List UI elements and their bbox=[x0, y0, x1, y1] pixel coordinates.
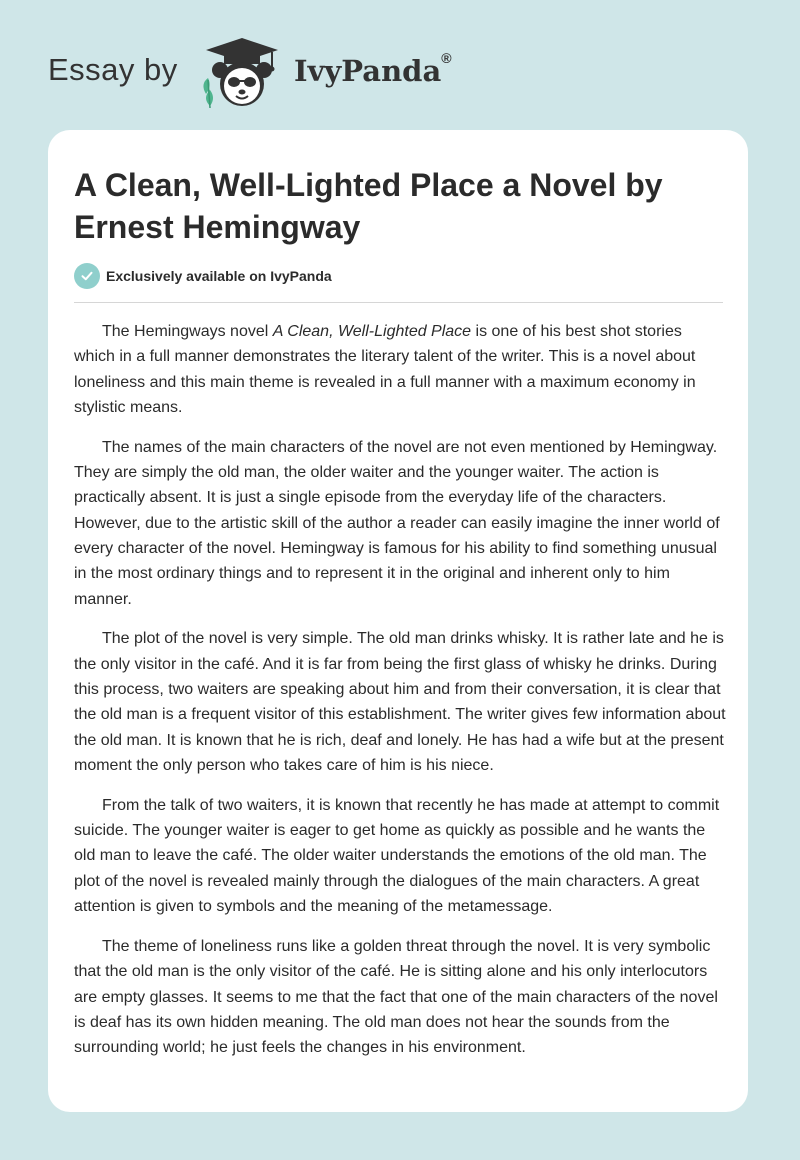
panda-graduate-logo-icon bbox=[198, 34, 278, 110]
paragraph-1-end: is one of his best shot stories which in a full manner demonstrates the literary talent of the writer. This is a novel about loneliness and this main theme is revealed in a full manner with a maximum economy in stylistic means. bbox=[74, 323, 696, 416]
paragraph-1 bbox=[74, 319, 726, 420]
badge-label: Exclusively available on IvyPanda bbox=[106, 268, 332, 284]
paragraph-3: The plot of the novel is very simple. The old man drinks whisky. It is rather late and he is the only visitor in the café. And it is far from being the first glass of whisky he drinks. During this process, two waiters are speaking about him and from their conversation, it is clear that the old man is a frequent visitor of this establishment. The writer gives few information about the old man. It is known that he is rich, deaf and lonely. He has had a wife but at the present moment the only person who takes care of him is his niece. bbox=[74, 630, 726, 774]
novel-title: A Clean, Well-Lighted Place bbox=[272, 323, 472, 340]
trademark-symbol: ® bbox=[441, 50, 452, 66]
essay-body bbox=[74, 319, 726, 1075]
paragraph-1-start: The Hemingways novel bbox=[102, 323, 273, 340]
checkmark-icon bbox=[74, 263, 100, 289]
exclusive-badge bbox=[74, 263, 332, 289]
paragraph-2: The names of the main characters of the novel are not even mentioned by Hemingway. They are simply the old man, the older waiter and the younger waiter. The action is practically absent. It is just a single episode from the everyday life of the characters. However, due to the artistic skill of the author a reader can easily imagine the inner world of every character of the novel. Hemingway is famous for his ability to find something unusual in the most ordinary things and to represent it in the original and inherent only to him manner. bbox=[74, 438, 720, 608]
paragraph-4: From the talk of two waiters, it is known that recently he has made at attempt to commit suicide. The younger waiter is eager to get home as quickly as possible and he wants the old man to leave the café. The older waiter understands the emotions of the old man. The plot of the novel is revealed mainly through the dialogues of the main characters. A great attention is given to symbols and the meaning of the metamessage. bbox=[74, 796, 720, 916]
site-header bbox=[48, 30, 648, 110]
brand-name bbox=[294, 50, 452, 88]
paragraph-5: The theme of loneliness runs like a golden threat through the novel. It is very symbolic that the old man is the only visitor of the café. He is sitting alone and his only interlocutors are empty glasses. It seems to me that the fact that one of the main characters of the novel is deaf has its own hidden meaning. The old man does not hear the sounds from the surrounding world; he just feels the changes in his environment. bbox=[74, 937, 718, 1057]
title-divider bbox=[74, 302, 723, 303]
essay-title: A Clean, Well-Lighted Place a Novel by Ernest Hemingway bbox=[74, 167, 663, 245]
essay-by-label: Essay by bbox=[48, 52, 178, 87]
essay-card bbox=[48, 130, 748, 1112]
brand-name-text: IvyPanda bbox=[294, 54, 442, 88]
